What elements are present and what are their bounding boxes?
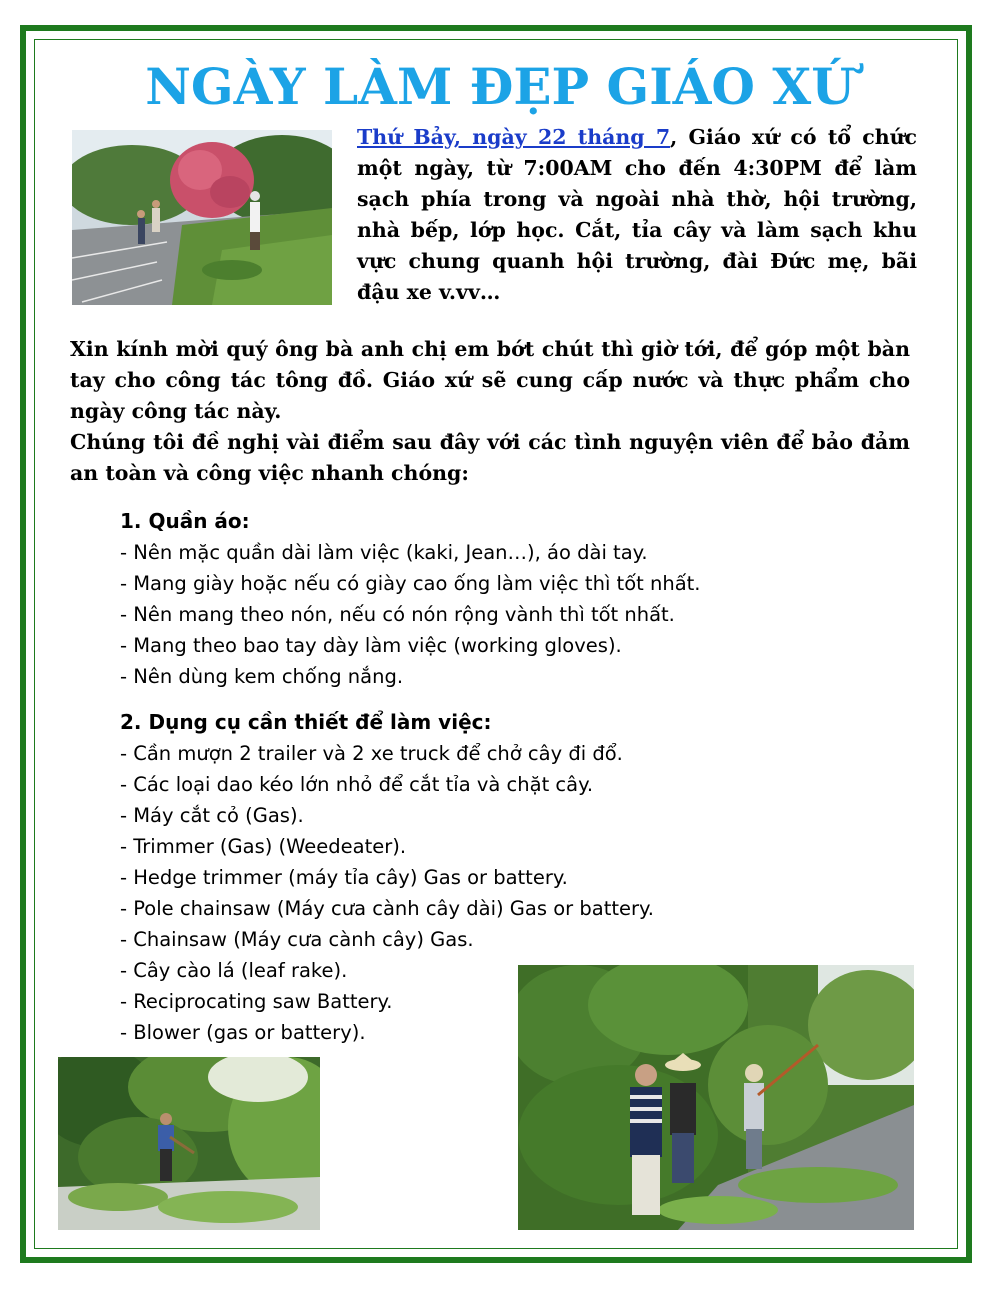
list-item: - Máy cắt cỏ (Gas). — [120, 804, 304, 827]
clothing-heading: 1. Quần áo: — [120, 509, 250, 533]
list-item: - Mang giày hoặc nếu có giày cao ống làm việc thì tốt nhất. — [120, 572, 701, 595]
tools-heading: 2. Dụng cụ cần thiết để làm việc: — [120, 710, 492, 734]
clothing-section — [120, 506, 880, 692]
list-item: - Chainsaw (Máy cưa cành cây) Gas. — [120, 928, 474, 951]
list-item: - Mang theo bao tay dày làm việc (working gloves). — [120, 634, 622, 657]
clothing-list — [120, 537, 880, 692]
list-item: - Nên mang theo nón, nếu có nón rộng vành thì tốt nhất. — [120, 603, 675, 626]
intro-paragraph — [357, 122, 917, 308]
page-title: NGÀY LÀM ĐẸP GIÁO XỨ — [145, 57, 855, 116]
list-item: - Nên dùng kem chống nắng. — [120, 665, 404, 688]
list-item: - Hedge trimmer (máy tỉa cây) Gas or battery. — [120, 866, 568, 889]
invitation-paragraph: Xin kính mời quý ông bà anh chị em bớt chút thì giờ tới, để góp một bàn tay cho công tác tông đồ. Giáo xứ sẽ cung cấp nước và thực phẩm cho ngày công tác này. — [70, 337, 910, 423]
photo-trimming-bushes — [58, 1057, 320, 1230]
recommendation-paragraph: Chúng tôi đề nghị vài điểm sau đây với các tình nguyện viên để bảo đảm an toàn và công việc nhanh chóng: — [70, 430, 910, 485]
list-item: - Cây cào lá (leaf rake). — [120, 959, 348, 982]
list-item: - Pole chainsaw (Máy cưa cành cây dài) Gas or battery. — [120, 897, 654, 920]
photo-parking-lot-volunteers — [72, 130, 332, 305]
list-item: - Nên mặc quần dài làm việc (kaki, Jean…), áo dài tay. — [120, 541, 648, 564]
list-item: - Blower (gas or battery). — [120, 1021, 366, 1044]
list-item: - Các loại dao kéo lớn nhỏ để cắt tỉa và chặt cây. — [120, 773, 594, 796]
list-item: - Trimmer (Gas) (Weedeater). — [120, 835, 407, 858]
event-date-link[interactable]: Thứ Bảy, ngày 22 tháng 7 — [357, 125, 671, 149]
photo-hedge-trimming-group — [518, 965, 914, 1230]
intro-text: , Giáo xứ có tổ chức một ngày, từ 7:00AM cho đến 4:30PM để làm sạch phía trong và ngoài nhà thờ, hội trường, nhà bếp, lớp học. Cắt, tỉa cây và làm sạch khu vực chung quanh hội trường, đài Đức mẹ, bãi đậu xe v.vv… — [357, 125, 917, 304]
list-item: - Reciprocating saw Battery. — [120, 990, 393, 1013]
list-item: - Cần mượn 2 trailer và 2 xe truck để chở cây đi đổ. — [120, 742, 623, 765]
